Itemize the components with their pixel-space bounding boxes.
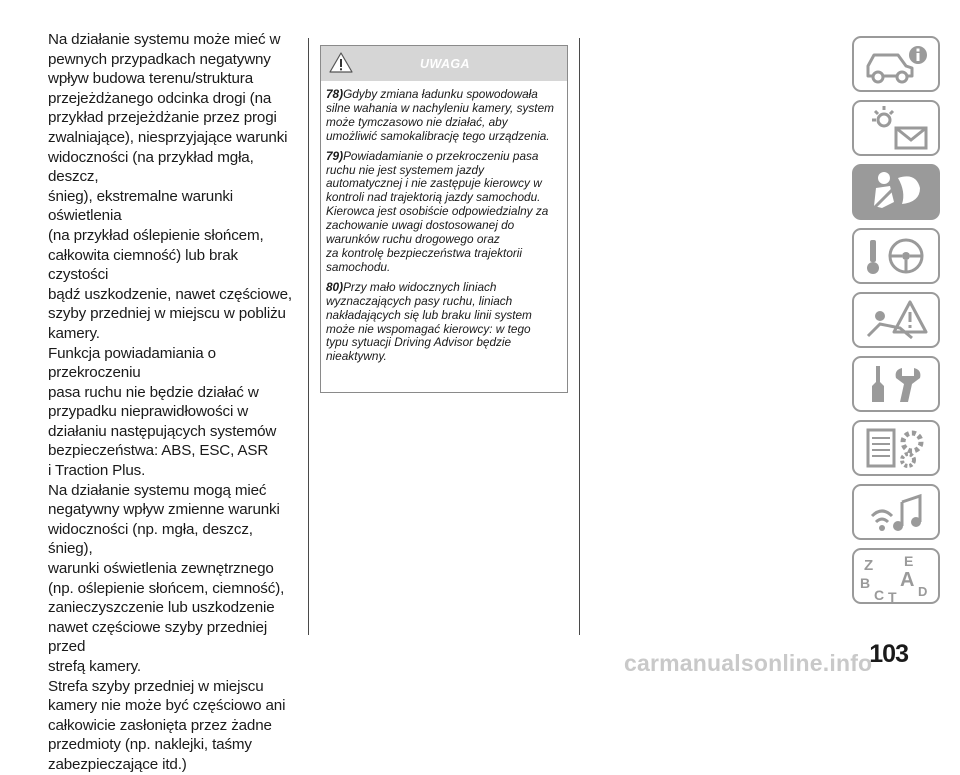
- emergency-icon: [854, 294, 938, 346]
- safety-airbag-icon: [854, 166, 938, 218]
- paragraph-3: Na działanie systemu mogą mieć negatywny wpływ zmienne warunki widoczności (np. mgła, deszcz, śnieg), warunki oświetlenia zewnętrznego (np. oślepienie słońcem, ciemność), zanieczyszczenie lub uszkodzenie nawet częściowe szyby przedniej przed strefą kamery.: [48, 481, 285, 675]
- main-text-column: [48, 30, 300, 775]
- tab-technical-data[interactable]: [852, 420, 940, 476]
- column-divider-left: [308, 38, 309, 635]
- warning-header: [321, 46, 567, 81]
- page-number: 103: [869, 640, 908, 668]
- warning-title: UWAGA: [420, 56, 470, 71]
- index-letter: T: [888, 589, 897, 605]
- column-divider-right: [579, 38, 580, 635]
- note-number: 78): [326, 87, 344, 101]
- tab-index[interactable]: [852, 548, 940, 604]
- index-letter: D: [918, 584, 928, 599]
- index-icon: [854, 550, 938, 605]
- note-number: 79): [326, 148, 344, 163]
- tab-emergency[interactable]: [852, 292, 940, 348]
- note-text: Powiadamianie o przekroczeniu pasa ruchu nie jest systemem jazdy automatycznej i nie zastępuje kierowcy w kontroli nad trajektorią jazdy samochodu. Kierowca jest osobiście odpowiedzialny za zachowanie uwagi dostosowanej do warunków ruchu drogowego oraz za kontrolę bezpieczeństwa trajektorii samochodu.: [326, 148, 549, 274]
- warning-note-80: [326, 281, 561, 364]
- note-text: Przy mało widocznych liniach wyznaczających pasy ruchu, liniach nakładających się lub braku linii system może nie wspomagać kierowcy: w tego typu sytuacji Driving Advisor będzie nieaktywny.: [326, 279, 532, 364]
- car-info-icon: [854, 38, 938, 90]
- warning-note-78: [326, 88, 561, 144]
- tab-dashboard-lights[interactable]: [852, 100, 940, 156]
- tab-maintenance[interactable]: [852, 356, 940, 412]
- note-number: 80): [326, 279, 344, 294]
- warning-note-79: [326, 150, 561, 275]
- technical-data-icon: [854, 422, 938, 474]
- index-letter: B: [860, 575, 871, 591]
- warning-triangle-icon: [329, 52, 353, 73]
- multimedia-icon: [854, 486, 938, 538]
- warning-box: [320, 45, 568, 393]
- note-text: Gdyby zmiana ładunku spowodowała silne wahania w nachyleniu kamery, system może tymczasowo nie działać, aby umożliwić samokalibrację tego urządzenia.: [326, 87, 554, 143]
- index-letter: E: [904, 553, 914, 569]
- tab-safety[interactable]: [852, 164, 940, 220]
- paragraph-2: Funkcja powiadamiania o przekroczeniu pasa ruchu nie będzie działać w przypadku nieprawidłowości w działaniu następujących systemów bezpieczeństwa: ABS, ESC, ASR i Traction Plus.: [48, 344, 277, 480]
- index-letter: Z: [864, 557, 874, 574]
- warning-body: [321, 81, 567, 364]
- tab-multimedia[interactable]: [852, 484, 940, 540]
- paragraph-4: Strefa szyby przedniej w miejscu kamery nie może być częściowo ani całkowicie zasłonięta przez żadne przedmioty (np. naklejki, taśmy zabezpieczające itd.): [48, 677, 286, 773]
- dashboard-lights-icon: [854, 102, 938, 154]
- tab-starting-driving[interactable]: [852, 228, 940, 284]
- paragraph-1: Na działanie systemu może mieć w pewnych przypadkach negatywny wpływ budowa terenu/struktura przejeżdżanego odcinka drogi (na przykład przejeżdżanie przez progi zwalniające), niesprzyjające warunki widoczności (na przykład mgła, deszcz, śnieg), ekstremalne warunki oświetlenia (na przykład oślepienie słońcem, całkowita ciemność) lub brak czystości bądź uszkodzenie, nawet częściowe, szyby przedniej w miejscu w pobliżu kamery.: [48, 31, 292, 342]
- maintenance-icon: [854, 358, 938, 410]
- index-letter: A: [900, 569, 915, 591]
- watermark: carmanualsonline.info: [624, 650, 873, 676]
- tab-car-info[interactable]: [852, 36, 940, 92]
- starting-driving-icon: [854, 230, 938, 282]
- index-letter: C: [874, 587, 885, 603]
